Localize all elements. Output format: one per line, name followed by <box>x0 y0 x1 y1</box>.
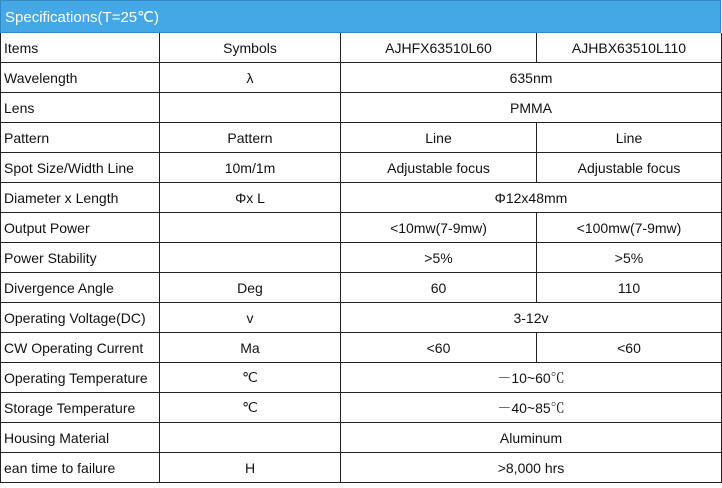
item-name-cell: Pattern <box>1 123 160 153</box>
value-cell-merged: －10~60℃ <box>341 363 722 393</box>
value-cell-ajhfx63510l60: Line <box>341 123 537 153</box>
value-cell-ajhbx63510l110: Adjustable focus <box>537 153 722 183</box>
item-name-cell: Lens <box>1 93 160 123</box>
symbol-cell: 10m/1m <box>160 153 341 183</box>
spec-table-body <box>1 33 722 483</box>
value-cell-ajhbx63510l110: >5% <box>537 243 722 273</box>
symbol-cell: ℃ <box>160 363 341 393</box>
value-cell-merged: Aluminum <box>341 423 722 453</box>
symbol-cell <box>160 213 341 243</box>
item-name-cell: ean time to failure <box>1 453 160 483</box>
item-name-cell: Diameter x Length <box>1 183 160 213</box>
table-row <box>1 333 722 363</box>
table-row <box>1 453 722 483</box>
value-cell-ajhbx63510l110: Line <box>537 123 722 153</box>
value-cell-merged: Φ12x48mm <box>341 183 722 213</box>
item-name-cell: Storage Temperature <box>1 393 160 423</box>
item-name-cell: Wavelength <box>1 63 160 93</box>
spec-title: Specifications(T=25℃) <box>0 0 721 33</box>
value-cell-merged: －40~85℃ <box>341 393 722 423</box>
symbol-cell: Φx L <box>160 183 341 213</box>
table-row <box>1 213 722 243</box>
table-row <box>1 243 722 273</box>
table-row <box>1 303 722 333</box>
table-row <box>1 93 722 123</box>
symbol-cell: Symbols <box>160 33 341 63</box>
item-name-cell: Spot Size/Width Line <box>1 153 160 183</box>
item-name-cell: Housing Material <box>1 423 160 453</box>
table-row <box>1 123 722 153</box>
value-cell-merged: 635nm <box>341 63 722 93</box>
value-cell-ajhbx63510l110: AJHBX63510L110 <box>537 33 722 63</box>
symbol-cell: H <box>160 453 341 483</box>
table-row <box>1 153 722 183</box>
table-row <box>1 423 722 453</box>
value-cell-ajhfx63510l60: <10mw(7-9mw) <box>341 213 537 243</box>
table-row <box>1 183 722 213</box>
value-cell-ajhfx63510l60: >5% <box>341 243 537 273</box>
symbol-cell <box>160 423 341 453</box>
symbol-cell: Ma <box>160 333 341 363</box>
item-name-cell: Items <box>1 33 160 63</box>
value-cell-ajhbx63510l110: <60 <box>537 333 722 363</box>
value-cell-merged: >8,000 hrs <box>341 453 722 483</box>
item-name-cell: Operating Voltage(DC) <box>1 303 160 333</box>
value-cell-ajhfx63510l60: <60 <box>341 333 537 363</box>
table-row <box>1 363 722 393</box>
item-name-cell: CW Operating Current <box>1 333 160 363</box>
value-cell-ajhfx63510l60: Adjustable focus <box>341 153 537 183</box>
spec-table <box>0 33 722 483</box>
value-cell-ajhbx63510l110: <100mw(7-9mw) <box>537 213 722 243</box>
symbol-cell: ℃ <box>160 393 341 423</box>
value-cell-ajhfx63510l60: AJHFX63510L60 <box>341 33 537 63</box>
symbol-cell: v <box>160 303 341 333</box>
symbol-cell: λ <box>160 63 341 93</box>
item-name-cell: Output Power <box>1 213 160 243</box>
symbol-cell: Deg <box>160 273 341 303</box>
item-name-cell: Power Stability <box>1 243 160 273</box>
symbol-cell: Pattern <box>160 123 341 153</box>
table-row <box>1 33 722 63</box>
value-cell-ajhfx63510l60: 60 <box>341 273 537 303</box>
value-cell-merged: 3-12v <box>341 303 722 333</box>
item-name-cell: Operating Temperature <box>1 363 160 393</box>
value-cell-ajhbx63510l110: 110 <box>537 273 722 303</box>
value-cell-merged: PMMA <box>341 93 722 123</box>
table-row <box>1 63 722 93</box>
table-row <box>1 393 722 423</box>
symbol-cell <box>160 93 341 123</box>
table-row <box>1 273 722 303</box>
item-name-cell: Divergence Angle <box>1 273 160 303</box>
symbol-cell <box>160 243 341 273</box>
